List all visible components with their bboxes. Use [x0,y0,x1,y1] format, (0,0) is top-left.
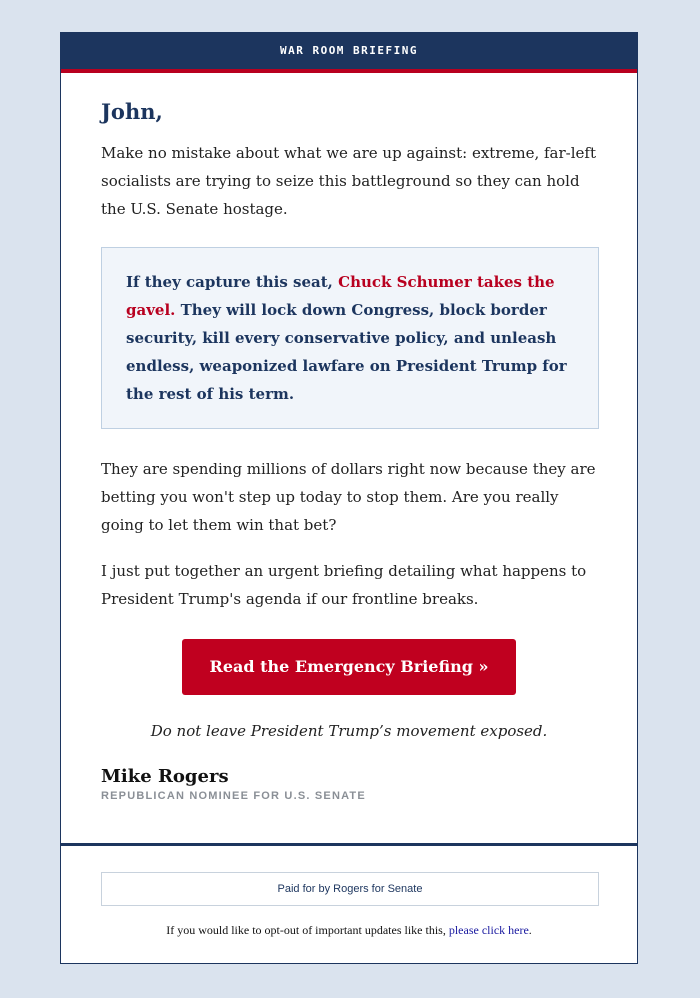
tagline: Do not leave President Trump’s movement exposed. [150,722,548,740]
spending-paragraph: They are spending millions of dollars right now because they are betting you won't step up today to stop them. Are you really going to let them win that bet? [101,460,596,534]
optout-link[interactable]: please click here [448,923,529,937]
callout-lead: If they capture this seat, [126,273,339,291]
optout-end: . [528,923,532,937]
read-briefing-button[interactable]: Read the Emergency Briefing » [182,639,516,695]
callout-rest: They will lock down Congress, block border security, kill every conservative policy, and unleash endless, weaponized lawfare on President Trump for the rest of his term. [126,301,567,403]
optout-line [61,923,637,938]
cta-wrapper [101,639,597,695]
callout-box [101,247,599,429]
intro-paragraph: Make no mistake about what we are up against: extreme, far-left socialists are trying to seize this battleground so they can hold the U.S. Senate hostage. [101,144,596,218]
signature-title: REPUBLICAN NOMINEE FOR U.S. SENATE [101,790,366,802]
greeting: John, [101,99,163,124]
paid-for-disclaimer: Paid for by Rogers for Senate [101,872,599,906]
email-content [61,97,637,803]
footer-divider [61,843,637,846]
header-title: WAR ROOM BRIEFING [279,44,419,57]
callout-highlight: Chuck Schumer takes the gavel. [126,273,555,319]
optout-text: If you would like to opt-out of important updates like this, [166,923,449,937]
email-card [60,32,638,964]
signature-name: Mike Rogers [101,766,229,787]
email-header [61,33,637,73]
briefing-paragraph: I just put together an urgent briefing detailing what happens to President Trump's agenda if our frontline breaks. [101,562,587,608]
